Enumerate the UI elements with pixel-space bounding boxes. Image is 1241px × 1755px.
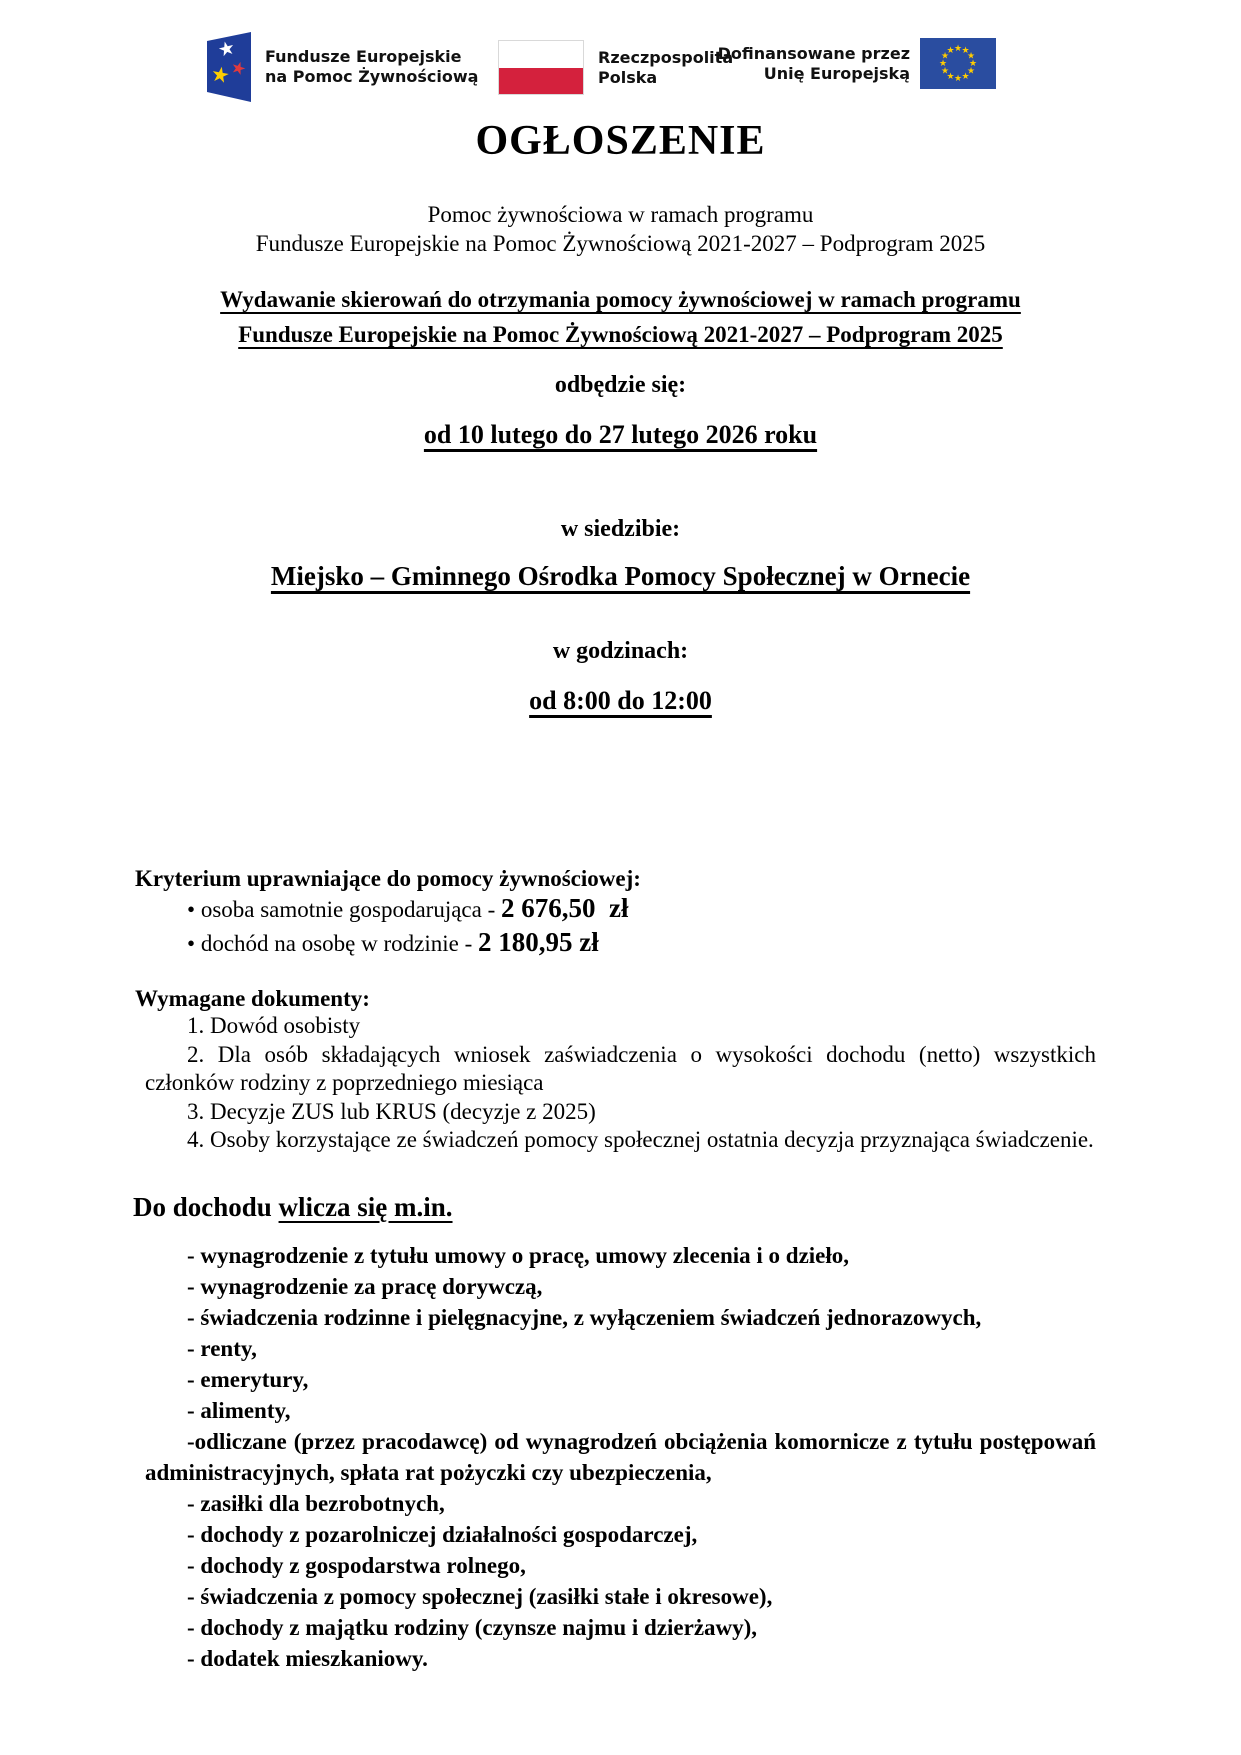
- income-item: - wynagrodzenie z tytułu umowy o pracę, umowy zlecenia i o dzieło,: [187, 1242, 850, 1268]
- documents-heading: Wymagane dokumenty:: [135, 986, 370, 1011]
- intro-line2: Fundusze Europejskie na Pomoc Żywnościową 2021-2027 – Podprogram 2025: [255, 231, 986, 256]
- bullet-glyph: •: [187, 897, 196, 922]
- svg-text:★: ★: [968, 58, 978, 68]
- svg-text:★: ★: [953, 43, 963, 53]
- criteria-item-amount: 2 676,50 zł: [501, 893, 629, 923]
- svg-text:★: ★: [961, 71, 970, 81]
- eu-cofinancing-text: [660, 44, 910, 84]
- svg-text:★: ★: [940, 50, 950, 61]
- intro-paragraph: [145, 200, 1096, 258]
- eu-funds-logo-line2: na Pomoc Żywnościową: [265, 67, 479, 86]
- income-list: [145, 1240, 1096, 1674]
- bullet-glyph: •: [187, 931, 196, 956]
- documents-section: [135, 986, 1096, 1155]
- poland-logo-line1: Rzeczpospolita: [598, 47, 734, 67]
- income-item: -odliczane (przez pracodawcę) od wynagrodzeń obciążenia komornicze z tytułu postępowań administracyjnych, spłata rat pożyczki czy ubezpieczenia,: [145, 1428, 1096, 1485]
- will-take-place-label: odbędzie się:: [554, 372, 687, 398]
- at-premises-label: w siedzibie:: [560, 516, 681, 542]
- eu-funds-logo-text: [265, 47, 478, 87]
- income-heading-underlined: wlicza się m.in.: [278, 1191, 453, 1222]
- svg-text:★: ★: [966, 65, 976, 76]
- income-item: - dochody z gospodarstwa rolnego,: [187, 1552, 526, 1578]
- issuance-heading-line2: Fundusze Europejskie na Pomoc Żywnościową 2021-2027 – Podprogram 2025: [238, 322, 1003, 347]
- income-item: - alimenty,: [187, 1397, 291, 1423]
- svg-text:★: ★: [228, 56, 249, 80]
- hours-label: w godzinach:: [552, 638, 689, 664]
- eu-flag-icon: [920, 38, 996, 89]
- svg-text:★: ★: [938, 58, 948, 68]
- criteria-item: [145, 926, 1096, 960]
- eu-cofinancing-logo: [660, 38, 996, 89]
- income-item: - dochody z majątku rodziny (czynsze najmu i dzierżawy),: [187, 1614, 758, 1640]
- income-item: - emerytury,: [187, 1366, 309, 1392]
- eu-funds-logo: [205, 30, 478, 104]
- income-item: - wynagrodzenie za pracę dorywczą,: [187, 1273, 543, 1299]
- income-heading: Do dochodu wlicza się m.in.: [133, 1191, 453, 1222]
- criteria-item-amount: 2 180,95 zł: [478, 927, 599, 957]
- income-item: - zasiłki dla bezrobotnych,: [187, 1490, 445, 1516]
- document-body: [0, 116, 1241, 1674]
- income-item: - dochody z pozarolniczej działalności gospodarczej,: [187, 1521, 698, 1547]
- eu-cofinancing-line1: Dofinansowane przez: [717, 43, 910, 63]
- eu-funds-flag-icon: [205, 30, 253, 104]
- issuance-heading-line1: Wydawanie skierowań do otrzymania pomocy żywnościowej w ramach programu: [220, 287, 1021, 312]
- income-item: - świadczenia z pomocy społecznej (zasiłki stałe i okresowe),: [187, 1583, 773, 1609]
- criteria-list: [145, 892, 1096, 960]
- criteria-section: [135, 866, 1096, 960]
- criteria-item: [145, 892, 1096, 926]
- svg-text:★: ★: [946, 71, 955, 81]
- intro-line1: Pomoc żywnościowa w ramach programu: [427, 202, 814, 227]
- eu-funds-logo-line1: Fundusze Europejskie: [265, 47, 462, 66]
- svg-text:★: ★: [940, 65, 950, 76]
- issuance-heading: [145, 282, 1096, 352]
- svg-text:★: ★: [961, 45, 970, 55]
- poland-logo-line2: Polska: [598, 67, 658, 87]
- document-item: 3. Decyzje ZUS lub KRUS (decyzje z 2025): [187, 1098, 596, 1124]
- eu-cofinancing-line2: Unię Europejską: [763, 63, 910, 83]
- svg-text:★: ★: [966, 50, 976, 61]
- income-item: - dodatek mieszkaniowy.: [187, 1645, 428, 1671]
- document-item: 1. Dowód osobisty: [187, 1013, 361, 1038]
- header-logos: [0, 0, 1241, 112]
- hours: od 8:00 do 12:00: [529, 686, 712, 715]
- document-item: 4. Osoby korzystające ze świadczeń pomocy społecznej ostatnia decyzja przyznająca świadczenie.: [187, 1127, 1094, 1152]
- document-item: 2. Dla osób składających wniosek zaświadczenia o wysokości dochodu (netto) wszystkich członków rodziny z poprzedniego miesiąca: [145, 1041, 1096, 1095]
- poland-flag-icon: [498, 40, 584, 95]
- income-item: - renty,: [187, 1335, 257, 1361]
- criteria-item-label: osoba samotnie gospodarująca -: [200, 897, 496, 922]
- svg-text:★: ★: [946, 45, 955, 55]
- svg-text:★: ★: [215, 37, 238, 62]
- income-item: - świadczenia rodzinne i pielęgnacyjne, z wyłączeniem świadczeń jednorazowych,: [187, 1304, 982, 1330]
- svg-text:★: ★: [953, 73, 963, 83]
- page-title: OGŁOSZENIE: [475, 118, 766, 164]
- documents-list: [145, 1012, 1096, 1155]
- criteria-heading: Kryterium uprawniające do pomocy żywnościowej:: [135, 866, 641, 891]
- date-range: od 10 lutego do 27 lutego 2026 roku: [423, 420, 818, 449]
- criteria-item-label: dochód na osobę w rodzinie -: [200, 931, 473, 956]
- venue: Miejsko – Gminnego Ośrodka Pomocy Społecznej w Ornecie: [270, 561, 971, 591]
- svg-text:★: ★: [209, 61, 232, 89]
